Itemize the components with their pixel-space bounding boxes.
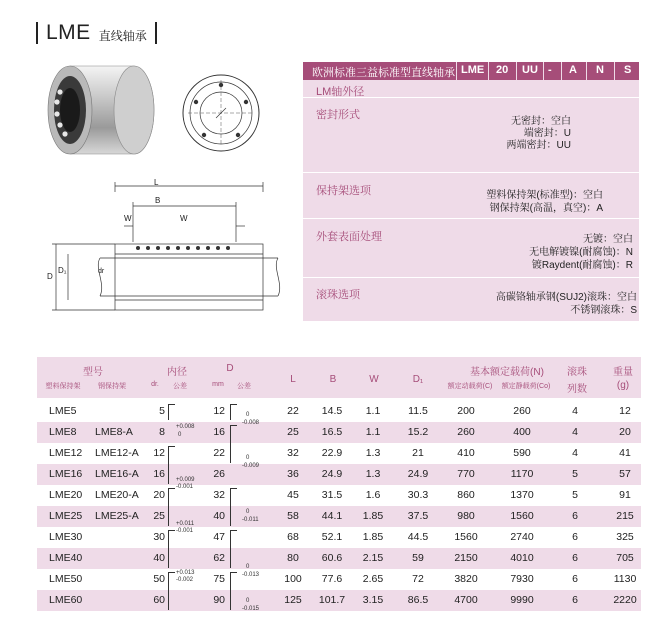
cell-load-static: 9990 <box>510 594 534 606</box>
cell-w: 1.3 <box>365 468 381 480</box>
inner-tol-lower: 0 <box>178 432 182 438</box>
cell-weight: 20 <box>619 426 631 438</box>
cage-option: 塑料保持架(标准型)：空白 <box>486 190 603 201</box>
table-row <box>37 569 641 590</box>
surface-option: 无镀：空白 <box>583 234 633 245</box>
cell-length: 36 <box>287 468 299 480</box>
cell-length: 32 <box>287 447 299 459</box>
col-outer-mm: mm <box>212 381 224 388</box>
designation-header <box>303 62 639 80</box>
cell-model-plastic: LME16 <box>49 468 83 480</box>
inner-tol-upper: +0.008 <box>176 424 195 430</box>
col-inner: 内径 <box>167 367 187 378</box>
cell-model-plastic: LME30 <box>49 531 83 543</box>
tolerance-bracket <box>230 404 237 420</box>
cell-b: 101.7 <box>318 594 346 606</box>
page-title <box>36 18 157 48</box>
col-inner-dr: dr. <box>151 381 159 388</box>
col-model: 型号 <box>83 367 103 378</box>
cell-weight: 215 <box>616 510 634 522</box>
header-separator <box>586 62 587 80</box>
end-view-drawing <box>180 72 262 154</box>
tolerance-bracket <box>168 572 175 610</box>
title-subtitle: 直线轴承 <box>98 29 147 43</box>
inner-tol-upper: +0.011 <box>176 521 195 527</box>
cell-weight: 12 <box>619 405 631 417</box>
cell-inner: 25 <box>153 510 165 522</box>
inner-tol-upper: +0.009 <box>176 477 195 483</box>
cell-balls: 4 <box>572 426 578 438</box>
tolerance-bracket <box>230 488 237 526</box>
section-ball-label: 滚珠选项 <box>316 289 360 301</box>
cell-load-static: 7930 <box>510 573 534 585</box>
cell-length: 80 <box>287 552 299 564</box>
cell-load-dynamic: 770 <box>457 468 475 480</box>
cell-b: 14.5 <box>321 405 343 417</box>
outer-tol-upper: 0 <box>246 564 250 570</box>
cell-length: 68 <box>287 531 299 543</box>
outer-tol-lower: -0.015 <box>242 606 260 612</box>
cell-balls: 5 <box>572 489 578 501</box>
cell-d1: 59 <box>412 552 424 564</box>
dim-d1-label: D₁ <box>58 266 67 275</box>
col-length: L <box>290 374 296 385</box>
cell-balls: 6 <box>572 510 578 522</box>
cell-w: 1.85 <box>362 531 384 543</box>
col-b: B <box>329 374 337 385</box>
cell-weight: 1130 <box>613 573 637 585</box>
cell-load-dynamic: 3820 <box>454 573 478 585</box>
cell-b: 24.9 <box>321 468 343 480</box>
cell-inner: 5 <box>159 405 165 417</box>
cage-option: 钢保持架(高温，真空)：A <box>489 203 603 214</box>
outer-tol-lower: -0.011 <box>242 517 259 523</box>
col-outer: D <box>226 363 234 374</box>
cell-w: 2.15 <box>362 552 384 564</box>
cell-w: 2.65 <box>362 573 384 585</box>
inner-tol-lower: -0.002 <box>176 577 194 583</box>
cell-length: 22 <box>287 405 299 417</box>
table-row <box>37 590 641 611</box>
cell-model-plastic: LME8 <box>49 426 77 438</box>
panel-divider <box>303 218 639 219</box>
header-separator <box>614 62 615 80</box>
cell-b: 31.5 <box>321 489 343 501</box>
inner-tol-upper: +0.013 <box>176 570 195 576</box>
cell-inner: 12 <box>153 447 165 459</box>
cell-model-steel: LME8-A <box>95 426 133 438</box>
tolerance-bracket <box>168 488 175 526</box>
col-model-steel: 钢保持架 <box>98 383 126 390</box>
cell-model-plastic: LME40 <box>49 552 83 564</box>
tolerance-bracket <box>230 425 237 463</box>
panel-divider <box>303 172 639 173</box>
cell-outer: 40 <box>213 510 225 522</box>
surface-option: 无电解镀镍(耐腐蚀)：N <box>529 247 633 258</box>
cell-model-plastic: LME50 <box>49 573 83 585</box>
cell-b: 16.5 <box>321 426 343 438</box>
cell-length: 100 <box>284 573 302 585</box>
dim-w-left-label: W <box>124 214 132 223</box>
cell-b: 22.9 <box>321 447 343 459</box>
table-row <box>37 506 641 527</box>
cell-model-plastic: LME25 <box>49 510 83 522</box>
code-seal: UU <box>522 64 538 76</box>
ball-option: 高碳铬轴承钢(SUJ2)滚珠：空白 <box>495 292 637 303</box>
cell-weight: 41 <box>619 447 631 459</box>
tolerance-bracket <box>230 530 237 568</box>
section-shaft-label: LM轴外径 <box>316 86 365 98</box>
cell-w: 1.1 <box>365 405 381 417</box>
table-row <box>37 527 641 548</box>
inner-tol-lower: -0.001 <box>176 528 194 534</box>
cell-length: 45 <box>287 489 299 501</box>
designation-header-title: 欧洲标准三益标准型直线轴承 <box>312 67 455 79</box>
cell-length: 25 <box>287 426 299 438</box>
cell-w: 1.6 <box>365 489 381 501</box>
cell-weight: 91 <box>619 489 631 501</box>
cell-outer: 32 <box>213 489 225 501</box>
cell-model-plastic: LME20 <box>49 489 83 501</box>
cell-model-steel: LME20-A <box>95 489 139 501</box>
cell-b: 52.1 <box>321 531 343 543</box>
code-shaft: 20 <box>496 64 509 76</box>
ball-option: 不锈钢滚珠：S <box>570 305 637 316</box>
seal-option: 无密封：空白 <box>511 116 571 127</box>
col-load-dynamic: 额定动载荷(C) <box>447 383 493 390</box>
outer-tol-lower: -0.008 <box>242 420 260 426</box>
cell-d1: 24.9 <box>407 468 429 480</box>
cell-balls: 6 <box>572 573 578 585</box>
cell-outer: 90 <box>213 594 225 606</box>
col-load: 基本额定载荷(N) <box>470 367 544 378</box>
cell-model-steel: LME25-A <box>95 510 139 522</box>
tolerance-bracket <box>168 446 175 484</box>
seal-option: 端密封：U <box>523 128 571 139</box>
cell-load-static: 1370 <box>510 489 534 501</box>
header-separator <box>516 62 517 80</box>
outer-tol-upper: 0 <box>246 598 250 604</box>
cell-load-dynamic: 200 <box>457 405 475 417</box>
cell-outer: 47 <box>213 531 225 543</box>
cell-w: 3.15 <box>362 594 384 606</box>
cell-load-dynamic: 410 <box>457 447 475 459</box>
header-separator <box>456 62 457 80</box>
table-row <box>37 485 641 506</box>
dim-b-label: B <box>155 196 161 205</box>
col-balls-sub: 列数 <box>567 384 587 395</box>
code-surface: N <box>596 64 604 76</box>
outer-tol-lower: -0.013 <box>242 572 260 578</box>
header-separator <box>488 62 489 80</box>
outer-tol-upper: 0 <box>246 455 250 461</box>
cell-load-dynamic: 260 <box>457 426 475 438</box>
cell-load-static: 1560 <box>510 510 534 522</box>
cell-model-steel: LME12-A <box>95 447 139 459</box>
cell-d1: 44.5 <box>407 531 429 543</box>
cell-balls: 6 <box>572 552 578 564</box>
cell-balls: 6 <box>572 531 578 543</box>
outer-tol-upper: 0 <box>246 412 250 418</box>
section-surface-label: 外套表面处理 <box>316 231 382 243</box>
cell-model-steel: LME16-A <box>95 468 139 480</box>
cell-length: 125 <box>284 594 302 606</box>
tolerance-bracket <box>230 572 237 610</box>
cell-w: 1.85 <box>362 510 384 522</box>
outer-tol-lower: -0.009 <box>242 463 260 469</box>
cell-model-plastic: LME5 <box>49 405 77 417</box>
cell-d1: 11.5 <box>408 405 428 417</box>
cell-outer: 22 <box>213 447 225 459</box>
seal-option: 两端密封：UU <box>506 140 571 151</box>
dim-dr-label: dr <box>98 268 105 275</box>
cell-d1: 72 <box>412 573 424 585</box>
col-model-plastic: 塑料保持架 <box>45 383 81 390</box>
col-inner-tol: 公差 <box>173 383 187 390</box>
cell-d1: 21 <box>412 447 424 459</box>
table-row <box>37 443 641 464</box>
cell-balls: 6 <box>572 594 578 606</box>
cell-d1: 15.2 <box>407 426 429 438</box>
tolerance-bracket <box>168 530 175 568</box>
outer-tol-upper: 0 <box>246 509 250 515</box>
cell-balls: 4 <box>572 447 578 459</box>
cell-d1: 37.5 <box>407 510 429 522</box>
cell-inner: 60 <box>153 594 165 606</box>
table-row <box>37 464 641 485</box>
cell-load-static: 400 <box>513 426 531 438</box>
cell-balls: 5 <box>572 468 578 480</box>
section-drawing <box>38 176 300 326</box>
inner-tol-lower: -0.001 <box>176 484 194 490</box>
cell-d1: 86.5 <box>407 594 429 606</box>
cell-load-dynamic: 2150 <box>454 552 478 564</box>
col-balls: 滚珠 <box>567 367 587 378</box>
cell-load-static: 2740 <box>510 531 534 543</box>
cell-load-dynamic: 1560 <box>454 531 478 543</box>
cell-outer: 75 <box>213 573 225 585</box>
cell-load-dynamic: 860 <box>457 489 475 501</box>
cell-balls: 4 <box>572 405 578 417</box>
title-model: LME <box>46 21 91 44</box>
cell-weight: 325 <box>616 531 634 543</box>
panel-divider <box>303 277 639 278</box>
cell-load-static: 4010 <box>510 552 534 564</box>
cell-load-static: 260 <box>513 405 531 417</box>
col-d1: D₁ <box>412 374 424 385</box>
cell-outer: 62 <box>213 552 225 564</box>
cell-w: 1.1 <box>365 426 381 438</box>
surface-option: 镀Raydent(耐腐蚀)：R <box>531 260 633 271</box>
header-separator <box>543 62 544 80</box>
header-separator <box>561 62 562 80</box>
cell-d1: 30.3 <box>407 489 429 501</box>
cell-inner: 30 <box>153 531 165 543</box>
cell-model-plastic: LME60 <box>49 594 83 606</box>
cell-load-dynamic: 4700 <box>454 594 478 606</box>
cell-load-dynamic: 980 <box>457 510 475 522</box>
cell-outer: 12 <box>213 405 225 417</box>
section-seal-label: 密封形式 <box>316 109 360 121</box>
col-weight-unit: (g) <box>616 380 630 391</box>
code-series: LME <box>461 64 485 76</box>
code-ball: S <box>624 64 632 76</box>
cell-weight: 705 <box>616 552 634 564</box>
cell-length: 58 <box>287 510 299 522</box>
cell-b: 77.6 <box>321 573 343 585</box>
cell-load-static: 590 <box>513 447 531 459</box>
cell-inner: 50 <box>153 573 165 585</box>
table-row <box>37 548 641 569</box>
col-load-static: 额定静载荷(Co) <box>501 383 551 390</box>
cell-w: 1.3 <box>365 447 381 459</box>
col-outer-tol: 公差 <box>237 383 251 390</box>
cell-b: 44.1 <box>321 510 343 522</box>
bearing-photo <box>38 62 158 162</box>
tolerance-bracket <box>168 404 175 420</box>
dim-d-label: D <box>47 272 53 281</box>
cell-inner: 8 <box>159 426 165 438</box>
dim-w-right-label: W <box>180 214 188 223</box>
table-row <box>37 401 641 422</box>
table-row <box>37 422 641 443</box>
cell-weight: 57 <box>619 468 631 480</box>
col-weight: 重量 <box>613 367 633 378</box>
dim-l-label: L <box>154 178 159 187</box>
title-bar-left <box>36 22 38 44</box>
cell-model-plastic: LME12 <box>49 447 83 459</box>
cell-load-static: 1170 <box>510 468 534 480</box>
cell-inner: 16 <box>153 468 165 480</box>
code-cage: A <box>569 64 577 76</box>
cell-inner: 20 <box>153 489 165 501</box>
cell-inner: 40 <box>153 552 165 564</box>
cell-outer: 26 <box>213 468 225 480</box>
section-cage-label: 保持架选项 <box>316 185 371 197</box>
cell-b: 60.6 <box>321 552 343 564</box>
col-w: W <box>369 374 379 385</box>
title-bar-right <box>155 22 157 44</box>
code-dash: - <box>548 64 552 76</box>
cell-outer: 16 <box>213 426 225 438</box>
cell-weight: 2220 <box>613 594 637 606</box>
